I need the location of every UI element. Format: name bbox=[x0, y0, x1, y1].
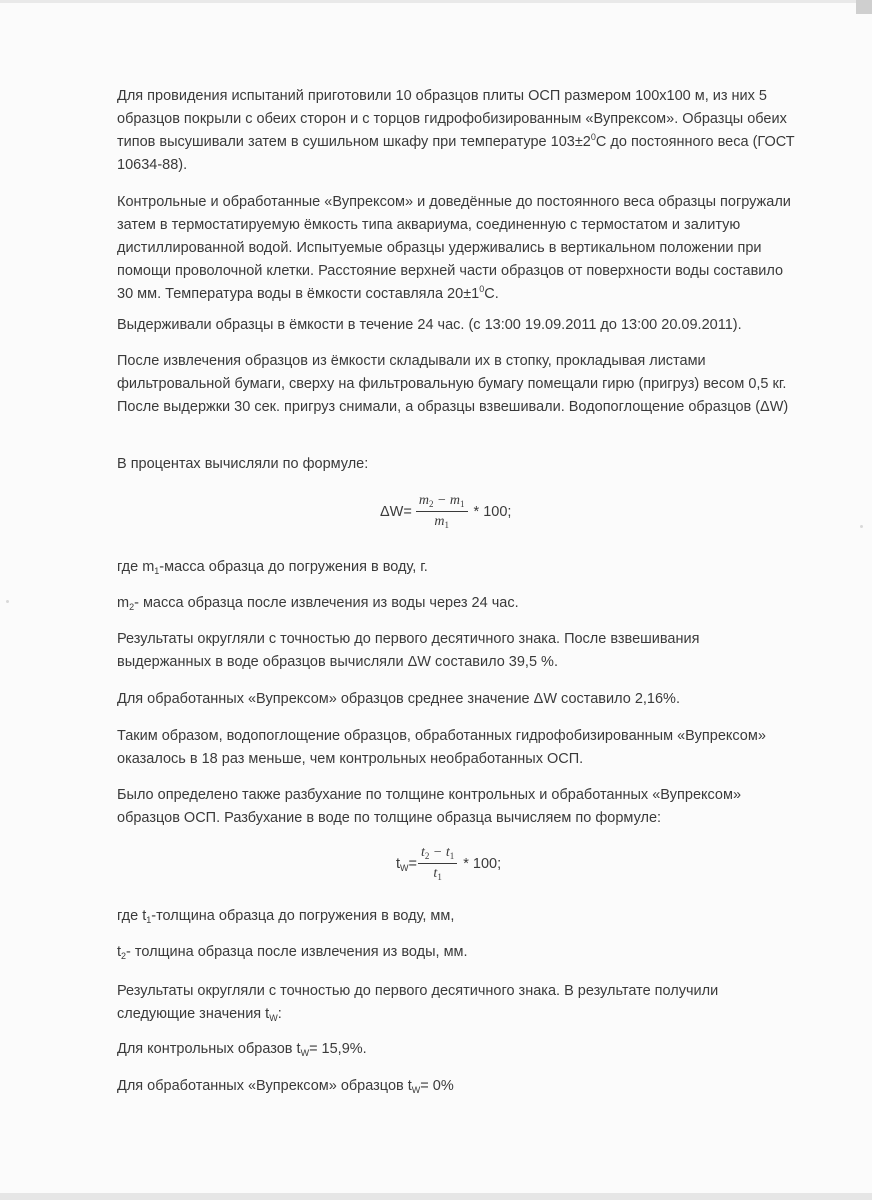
scan-edge-top bbox=[0, 0, 872, 3]
fraction-bar bbox=[416, 511, 468, 512]
definition-m2: $m_2-$ масса образца после извлечения из воды через 24 час. bbox=[117, 595, 519, 612]
formula-water-absorption bbox=[380, 493, 511, 530]
paragraph-swelling-results-intro: Результаты округляли с точностью до первого десятичного знака. В результате получили следующие значения $t_W$: bbox=[117, 983, 719, 1023]
formula-numerator: $t_2 - t_1$ bbox=[421, 845, 455, 861]
formula-thickness-swelling bbox=[396, 845, 501, 882]
formula-denominator: $m_1$ bbox=[434, 514, 449, 530]
result-control-swelling: Для контрольных образов $t_W= 15,9\%$. bbox=[117, 1041, 367, 1058]
formula-numerator: $m_2 - m_1$ bbox=[418, 493, 465, 509]
formula-denominator: $t_1$ bbox=[433, 866, 442, 882]
scan-edge-bottom bbox=[0, 1193, 872, 1200]
fraction-bar bbox=[418, 863, 457, 864]
paragraph-immersion: Контрольные и обработанные «Вупрексом» и доведённые до постоянного веса образцы погружали затем в термостатируемую ёмкость типа аквариума, соединенную с термостатом и залитую дистиллированной водой. Испытуемые образцы удерживались в вертикальном положении при помощи проволочной клетки. Расстояние верхней части образцов от поверхности воды составило 30 мм. Температура воды в ёмкости составляла $20\pm 1^0С$. bbox=[117, 194, 795, 302]
formula-rhs: * 100; bbox=[473, 503, 512, 520]
formula-rhs: * 100; bbox=[463, 855, 502, 872]
paragraph-formula-intro: В процентах вычисляли по формуле: bbox=[117, 456, 369, 472]
definition-m1: где $m_1$-масса образца до погружения в воду, г. bbox=[117, 559, 428, 576]
scan-dust bbox=[6, 600, 9, 603]
paragraph-conclusion: Таким образом, водопоглощение образцов, обработанных гидрофобизированным «Вупрексом» оказалось в 18 раз меньше, чем контрольных необработанных ОСП. bbox=[117, 728, 766, 767]
paragraph-sample-preparation: Для провидения испытаний приготовили 10 образцов плиты ОСП размером 100х100 м, из них 5 образцов покрыли с обеих сторон и с торцов гидрофобизированным «Вупрексом». Образцы обеих типов высушивали затем в сушильном шкафу при температуре $103\pm 2^0С$ до постоянного веса (ГОСТ 10634-88). bbox=[117, 88, 799, 173]
paragraph-result-treated: Для обработанных «Вупрексом» образцов среднее значение ΔW составило 2,16%. bbox=[117, 691, 680, 707]
paragraph-result-control: Результаты округляли с точностью до первого десятичного знака. После взвешивания выдержанных в воде образцов вычисляли ΔW составило 39,5 %. bbox=[117, 631, 700, 670]
formula-lhs: $t_W=$ bbox=[396, 855, 417, 873]
formula-fraction bbox=[418, 845, 457, 882]
definition-t1: где $t_1$-толщина образца до погружения в воду, мм, bbox=[117, 908, 455, 925]
formula-fraction bbox=[416, 493, 468, 530]
result-treated-swelling: Для обработанных «Вупрексом» образцов $t_W= 0\%$ bbox=[117, 1078, 454, 1095]
scan-dust bbox=[860, 525, 863, 528]
paragraph-duration: Выдерживали образцы в ёмкости в течение 24 час. (с 13:00 19.09.2011 до 13:00 20.09.2011). bbox=[117, 317, 742, 333]
scan-corner-mark bbox=[856, 0, 872, 14]
formula-lhs: ΔW= bbox=[380, 503, 412, 520]
paragraph-weighing: После извлечения образцов из ёмкости складывали их в стопку, прокладывая листами фильтровальной бумаги, сверху на фильтровальную бумагу помещали гирю (пригруз) весом 0,5 кг. После выдержки 30 сек. пригруз снимали, а образцы взвешивали. Водопоглощение образцов (ΔW) bbox=[117, 353, 789, 415]
definition-t2: $t_2-$ толщина образца после извлечения из воды, мм. bbox=[117, 944, 468, 961]
paragraph-swelling-intro: Было определено также разбухание по толщине контрольных и обработанных «Вупрексом» образцов ОСП. Разбухание в воде по толщине образца вычисляем по формуле: bbox=[117, 787, 742, 826]
